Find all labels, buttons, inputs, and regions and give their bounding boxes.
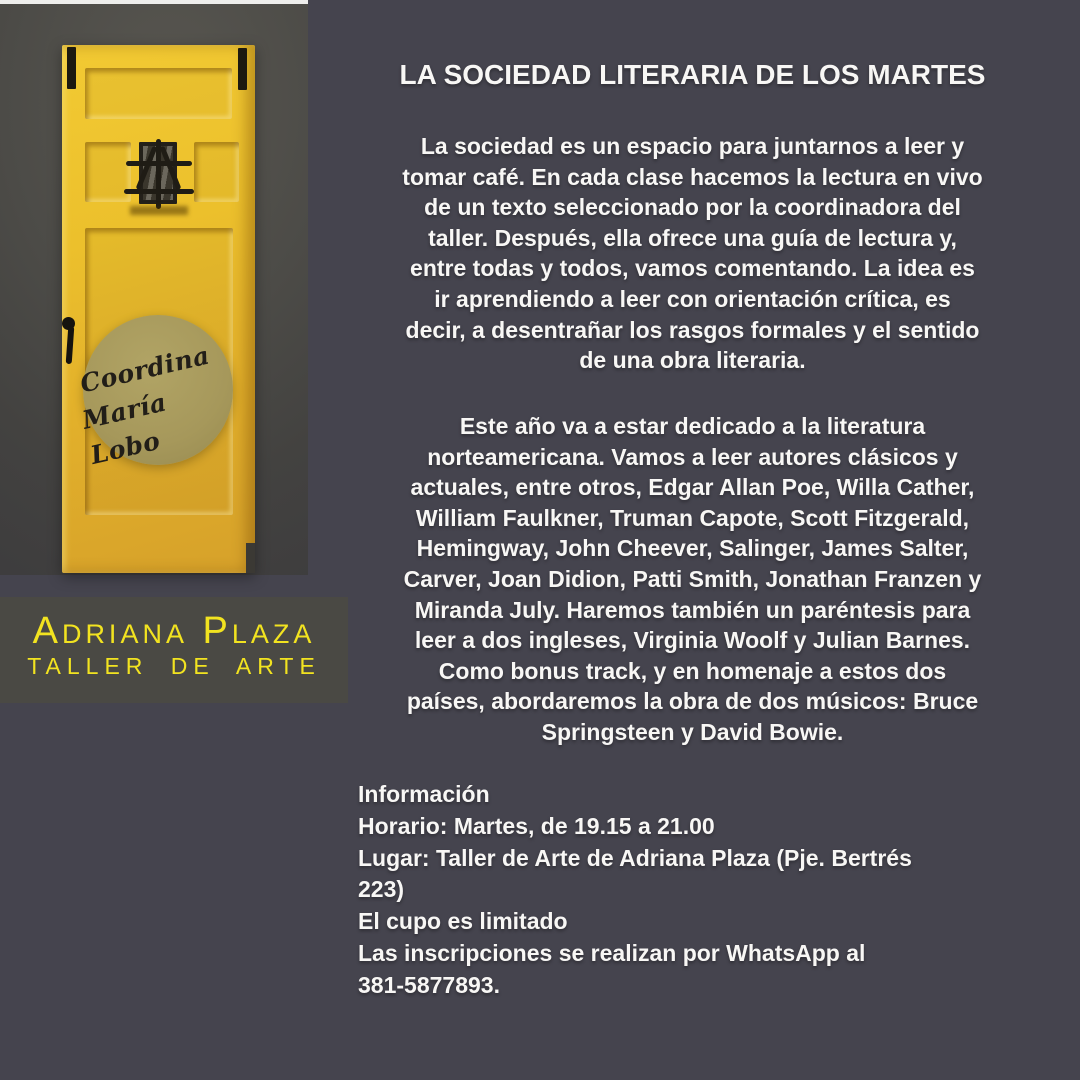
text-line: de un texto seleccionado por la coordinadora del <box>424 194 961 221</box>
paragraph-about-society <box>345 131 1040 376</box>
photo-top-strip <box>0 0 308 4</box>
text-line: El cupo es limitado <box>358 908 568 935</box>
door-photo <box>0 0 308 575</box>
text-line: actuales, entre otros, Edgar Allan Poe, Willa Cather, <box>410 474 975 501</box>
info-block <box>345 779 1040 1002</box>
text-line: norteamericana. Vamos a leer autores clásicos y <box>427 443 958 470</box>
text-line: Springsteen y David Bowie. <box>541 718 844 745</box>
text-line: de una obra literaria. <box>579 347 806 374</box>
logo-name: Adriana Plaza <box>32 610 316 652</box>
text-line: taller. Después, ella ofrece una guía de lectura y, <box>428 224 957 251</box>
text-line: países, abordaremos la obra de dos músicos: Bruce <box>406 688 979 715</box>
door-panel-mid-right <box>194 142 239 202</box>
text-line: tomar café. En cada clase hacemos la lectura en vivo <box>402 163 983 190</box>
text-line: Información <box>358 781 490 807</box>
yellow-door <box>62 45 255 573</box>
text-line: Horario: Martes, de 19.15 a 21.00 <box>358 812 715 839</box>
flyer-text-column <box>345 0 1040 1080</box>
text-line: 381-5877893. <box>358 971 500 998</box>
door-handle-stem <box>66 326 75 364</box>
text-line: entre todas y todos, vamos comentando. La idea es <box>410 255 975 282</box>
door-hinge-left-icon <box>67 47 76 89</box>
text-line: La sociedad es un espacio para juntarnos a leer y <box>420 133 965 159</box>
text-line: Como bonus track, y en homenaje a estos dos <box>438 657 947 684</box>
text-line: Carver, Joan Didion, Patti Smith, Jonathan Franzen y <box>403 565 982 592</box>
door-corner-notch <box>246 543 255 573</box>
door-panel-top <box>85 68 232 119</box>
text-line: Este año va a estar dedicado a la literatura <box>459 413 926 439</box>
text-line: William Faulkner, Truman Capote, Scott Fitzgerald, <box>415 504 970 531</box>
grille-bar <box>160 146 182 191</box>
grille-bar <box>136 146 158 191</box>
text-line: decir, a desentrañar los rasgos formales y el sentido <box>405 316 980 343</box>
text-line: 223) <box>358 876 405 903</box>
event-title: LA SOCIEDAD LITERARIA DE LOS MARTES <box>399 59 986 90</box>
paragraph-authors <box>345 411 1040 748</box>
text-line: Las inscripciones se realizan por WhatsApp al <box>358 939 866 966</box>
logo-card <box>0 597 348 703</box>
logo-subtitle: TALLER DE ARTE <box>27 653 321 679</box>
window-grille-icon <box>122 139 196 211</box>
badge-line-maria-lobo: María Lobo <box>79 387 170 470</box>
text-line: Lugar: Taller de Arte de Adriana Plaza (Pje. Bertrés <box>358 844 912 871</box>
text-line: Hemingway, John Cheever, Salinger, James Salter, <box>416 535 969 562</box>
window-shadow <box>130 206 188 215</box>
badge-line-coordina: Coordina <box>77 340 213 399</box>
door-hinge-right-icon <box>238 48 247 90</box>
text-line: Miranda July. Haremos también un paréntesis para <box>414 596 971 623</box>
text-line: ir aprendiendo a leer con orientación crítica, es <box>434 285 951 312</box>
coordinator-badge <box>77 315 233 470</box>
text-line: leer a dos ingleses, Virginia Woolf y Julian Barnes. <box>414 627 971 654</box>
